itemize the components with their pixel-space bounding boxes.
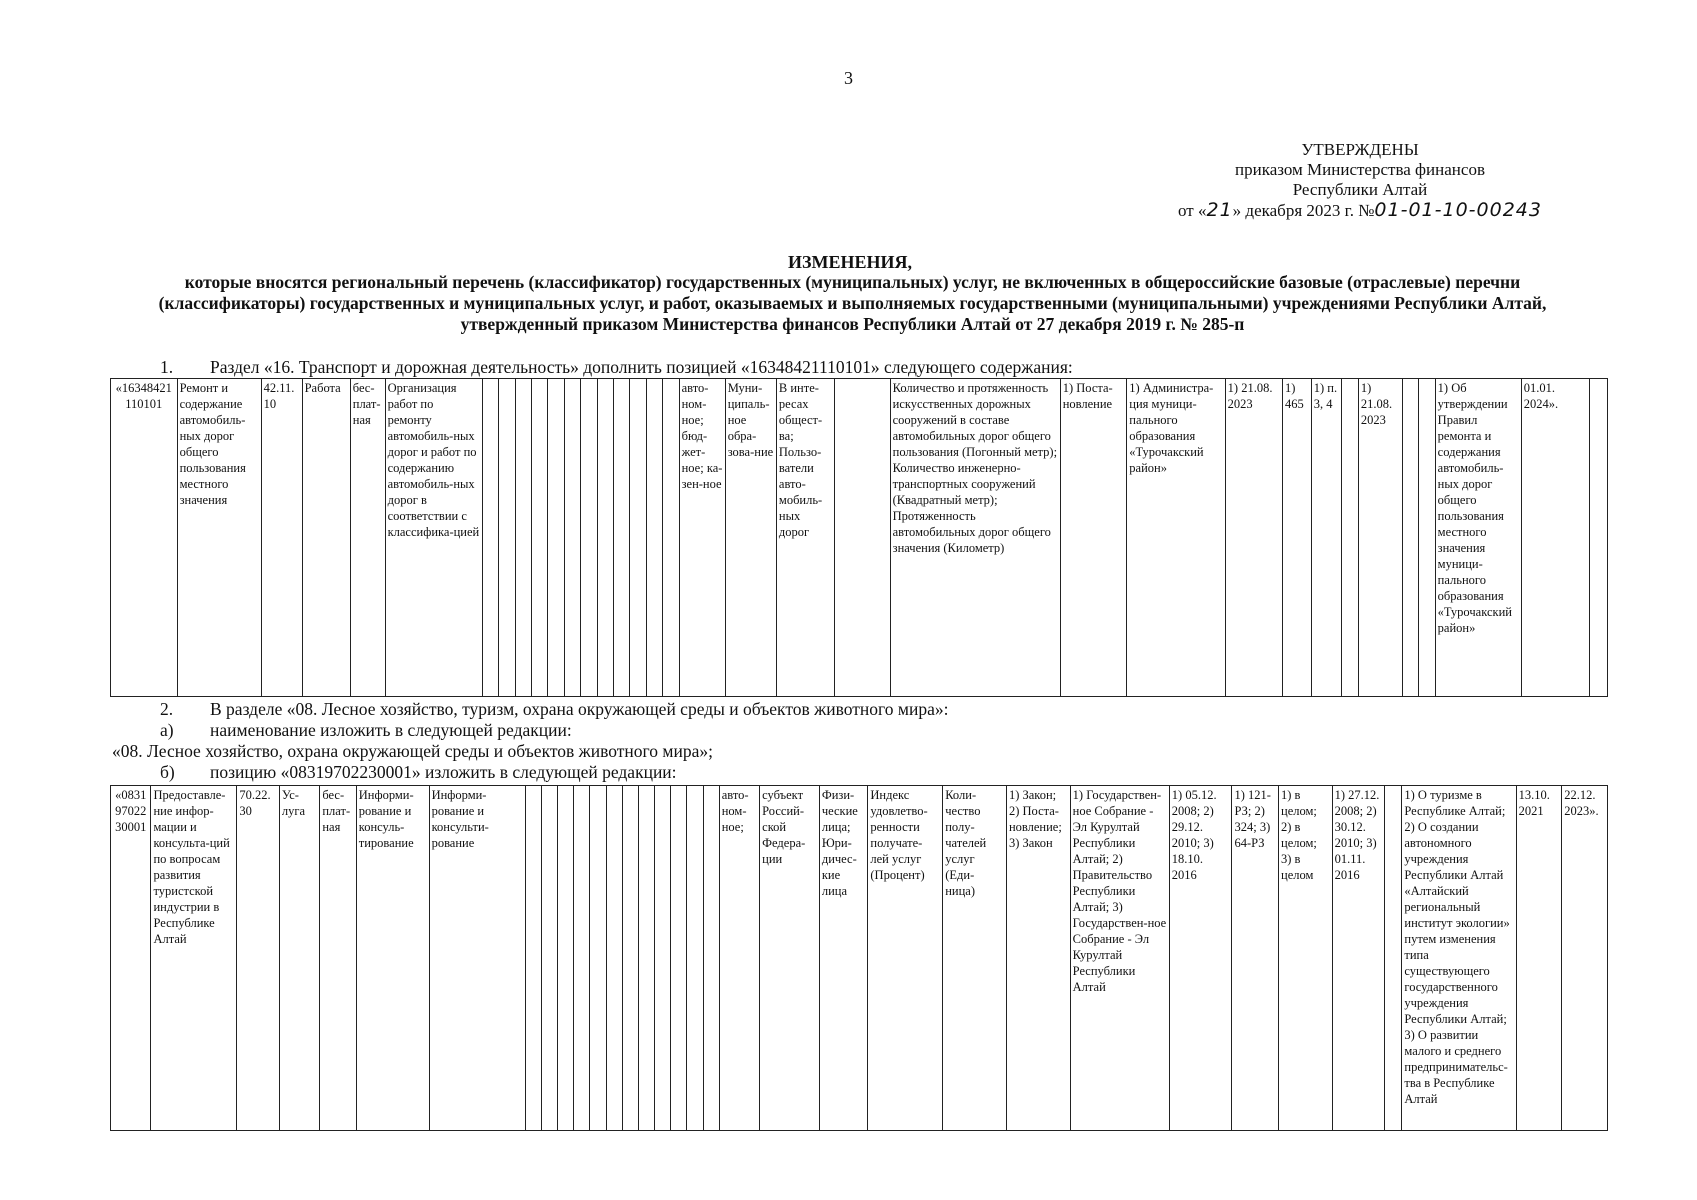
cell-level: субъект Россий-ской Федера-ции [760, 786, 820, 1131]
empty-cell [590, 786, 606, 1131]
cell-act-item: 1) п. 3, 4 [1311, 379, 1342, 697]
cell-act-num: 1) 121-РЗ; 2) 324; 3) 64-РЗ [1232, 786, 1279, 1131]
empty-cell [638, 786, 654, 1131]
empty-cell [663, 379, 679, 697]
cell-pay: бес-плат-ная [320, 786, 356, 1131]
cell-kind: Ус-луга [279, 786, 319, 1131]
cell-okved: 42.11.10 [261, 379, 302, 697]
cell-code: «08319702230001 [111, 786, 151, 1131]
empty-cell [606, 786, 622, 1131]
empty-cell [646, 379, 662, 697]
empty-cell [687, 786, 703, 1131]
approval-line3: Республики Алтай [1292, 180, 1428, 199]
empty-cell [557, 786, 573, 1131]
item-2: 2. В разделе «08. Лесное хозяйство, туризм, охрана окружающей среды и объектов животного мира»: [160, 699, 949, 719]
cell-indicator-2: Коли-чество полу-чателей услуг (Еди-ница) [943, 786, 1007, 1131]
empty-cell [1402, 379, 1418, 697]
approval-line2: приказом Министерства финансов [1235, 160, 1485, 179]
cell-code: «16348421110101 [111, 379, 178, 697]
item-2a: а) наименование изложить в следующей редакции: [160, 720, 572, 740]
cell-act-date: 1) 05.12. 2008; 2) 29.12. 2010; 3) 18.10. 2016 [1169, 786, 1232, 1131]
empty-cell [515, 379, 531, 697]
empty-cell [581, 379, 597, 697]
item-1: 1. Раздел «16. Транспорт и дорожная деятельность» дополнить позицией «16348421110101» следующего содержания: [160, 357, 1073, 377]
date-prefix: от « [1178, 201, 1207, 220]
cell-consumers: Физи-ческие лица; Юри-дичес-кие лица [819, 786, 868, 1131]
cell-content-1: Информи-рование и консуль-тирование [356, 786, 429, 1131]
approval-date-line [1160, 200, 1560, 221]
doc-title: ИЗМЕНЕНИЯ, [787, 252, 912, 272]
cell-act-name: 1) Об утверждении Правил ремонта и содержания автомобиль-ных дорог общего пользования местного значения муници-пального образования «Турочакский район» [1435, 379, 1521, 697]
empty-cell [482, 379, 498, 697]
cell-act-type: 1) Поста-новление [1060, 379, 1127, 697]
empty-cell [564, 379, 580, 697]
empty-cell [655, 786, 671, 1131]
cell-level: Муни-ципаль-ное обра-зова-ние [725, 379, 776, 697]
table-section-08 [110, 785, 1608, 1131]
empty-cell [1590, 379, 1608, 697]
cell-act-type: 1) Закон; 2) Поста-новление; 3) Закон [1006, 786, 1070, 1131]
cell-date-incl: 01.01. 2024». [1521, 379, 1590, 697]
empty-cell [1419, 379, 1435, 697]
empty-cell [541, 786, 557, 1131]
cell-inst-type: авто-ном-ное; бюд-жет-ное; ка-зен-ное [679, 379, 725, 697]
table-section-16 [110, 378, 1608, 697]
cell-act-item: 1) в целом; 2) в целом; 3) в целом [1279, 786, 1333, 1131]
approval-block [1160, 140, 1560, 221]
cell-date-incl: 13.10. 2021 [1516, 786, 1562, 1131]
item-2b: б) позицию «08319702230001» изложить в следующей редакции: [160, 762, 677, 782]
cell-content-2: Информи-рование и консульти-рование [429, 786, 525, 1131]
table-row [111, 786, 1608, 1131]
cell-act-name: 1) О туризме в Республике Алтай; 2) О создании автономного учреждения Республики Алтай «Алтайский региональный институт экологии» путем изменения типа существующего государственного учреждения Республики Алтай; 3) О развитии малого и среднего предпринимательс-тва в Республике Алтай [1402, 786, 1516, 1131]
cell-name: Предоставле-ние инфор-мации и консульта-ций по вопросам развития туристской индустрии в Республике Алтай [151, 786, 237, 1131]
doc-subtitle: которые вносятся региональный перечень (классификатор) государственных (муниципальных) услуг, не включенных в общероссийские базовые (отраслевые) перечни (классификаторы) государственных и муниципальных услуг, и работ, оказываемых и выполняемых государственными (муниципальными) учреждениями Республики Алтай, утвержденный приказом Министерства финансов Республики Алтай от 27 декабря 2019 г. № 285-п [158, 272, 1547, 334]
date-mid: » декабря 2023 г. № [1232, 201, 1375, 220]
cell-pay: бес-плат-ная [350, 379, 385, 697]
approval-day: 21 [1206, 199, 1233, 221]
empty-cell [671, 786, 687, 1131]
empty-cell [525, 786, 541, 1131]
cell-okved: 70.22.30 [237, 786, 279, 1131]
cell-act-date: 1) 21.08. 2023 [1225, 379, 1282, 697]
cell-name: Ремонт и содержание автомобиль-ных дорог общего пользования местного значения [177, 379, 261, 697]
table-row [111, 379, 1608, 697]
empty-cell [597, 379, 613, 697]
cell-content: Организация работ по ремонту автомобиль-ных дорог и работ по содержанию автомобиль-ных дорог в соответствии с классифика-цией [385, 379, 482, 697]
cell-date-change: 22.12. 2023». [1562, 786, 1608, 1131]
empty-cell [532, 379, 548, 697]
empty-cell [499, 379, 515, 697]
empty-cell [630, 379, 646, 697]
empty-cell [574, 786, 590, 1131]
cell-act-num: 1) 465 [1283, 379, 1312, 697]
approval-number: 01-01-10-00243 [1374, 199, 1542, 221]
cell-act-body: 1) Государствен-ное Собрание - Эл Курултай Республики Алтай; 2) Правительство Республики Алтай; 3) Государствен-ное Собрание - Эл Курултай Республики Алтай [1070, 786, 1169, 1131]
empty-cell [1342, 379, 1358, 697]
approval-line1: УТВЕРЖДЕНЫ [1301, 140, 1419, 159]
cell-indicators: Количество и протяженность искусственных дорожных сооружений в составе автомобильных дорог общего пользования (Погонный метр); Количество инженерно-транспортных сооружений (Квадратный метр); Протяженность автомобильных дорог общего значения (Километр) [890, 379, 1060, 697]
item-2a-text: «08. Лесное хозяйство, охрана окружающей среды и объектов животного мира»; [112, 741, 713, 761]
empty-cell [835, 379, 890, 697]
cell-inst-type: авто-ном-ное; [719, 786, 759, 1131]
cell-consumers: В инте-ресах общест-ва; Пользо-ватели авто-мобиль-ных дорог [776, 379, 834, 697]
cell-indicator-1: Индекс удовлетво-ренности получате-лей услуг (Процент) [868, 786, 943, 1131]
cell-act-eff: 1) 21.08. 2023 [1358, 379, 1402, 697]
cell-act-eff: 1) 27.12. 2008; 2) 30.12. 2010; 3) 01.11. 2016 [1332, 786, 1385, 1131]
empty-cell [622, 786, 638, 1131]
cell-act-body: 1) Администра-ция муници-пального образования «Турочакский район» [1127, 379, 1225, 697]
empty-cell [614, 379, 630, 697]
empty-cell [548, 379, 564, 697]
empty-cell [703, 786, 719, 1131]
cell-kind: Работа [302, 379, 350, 697]
page-number: 3 [844, 68, 853, 88]
empty-cell [1385, 786, 1402, 1131]
